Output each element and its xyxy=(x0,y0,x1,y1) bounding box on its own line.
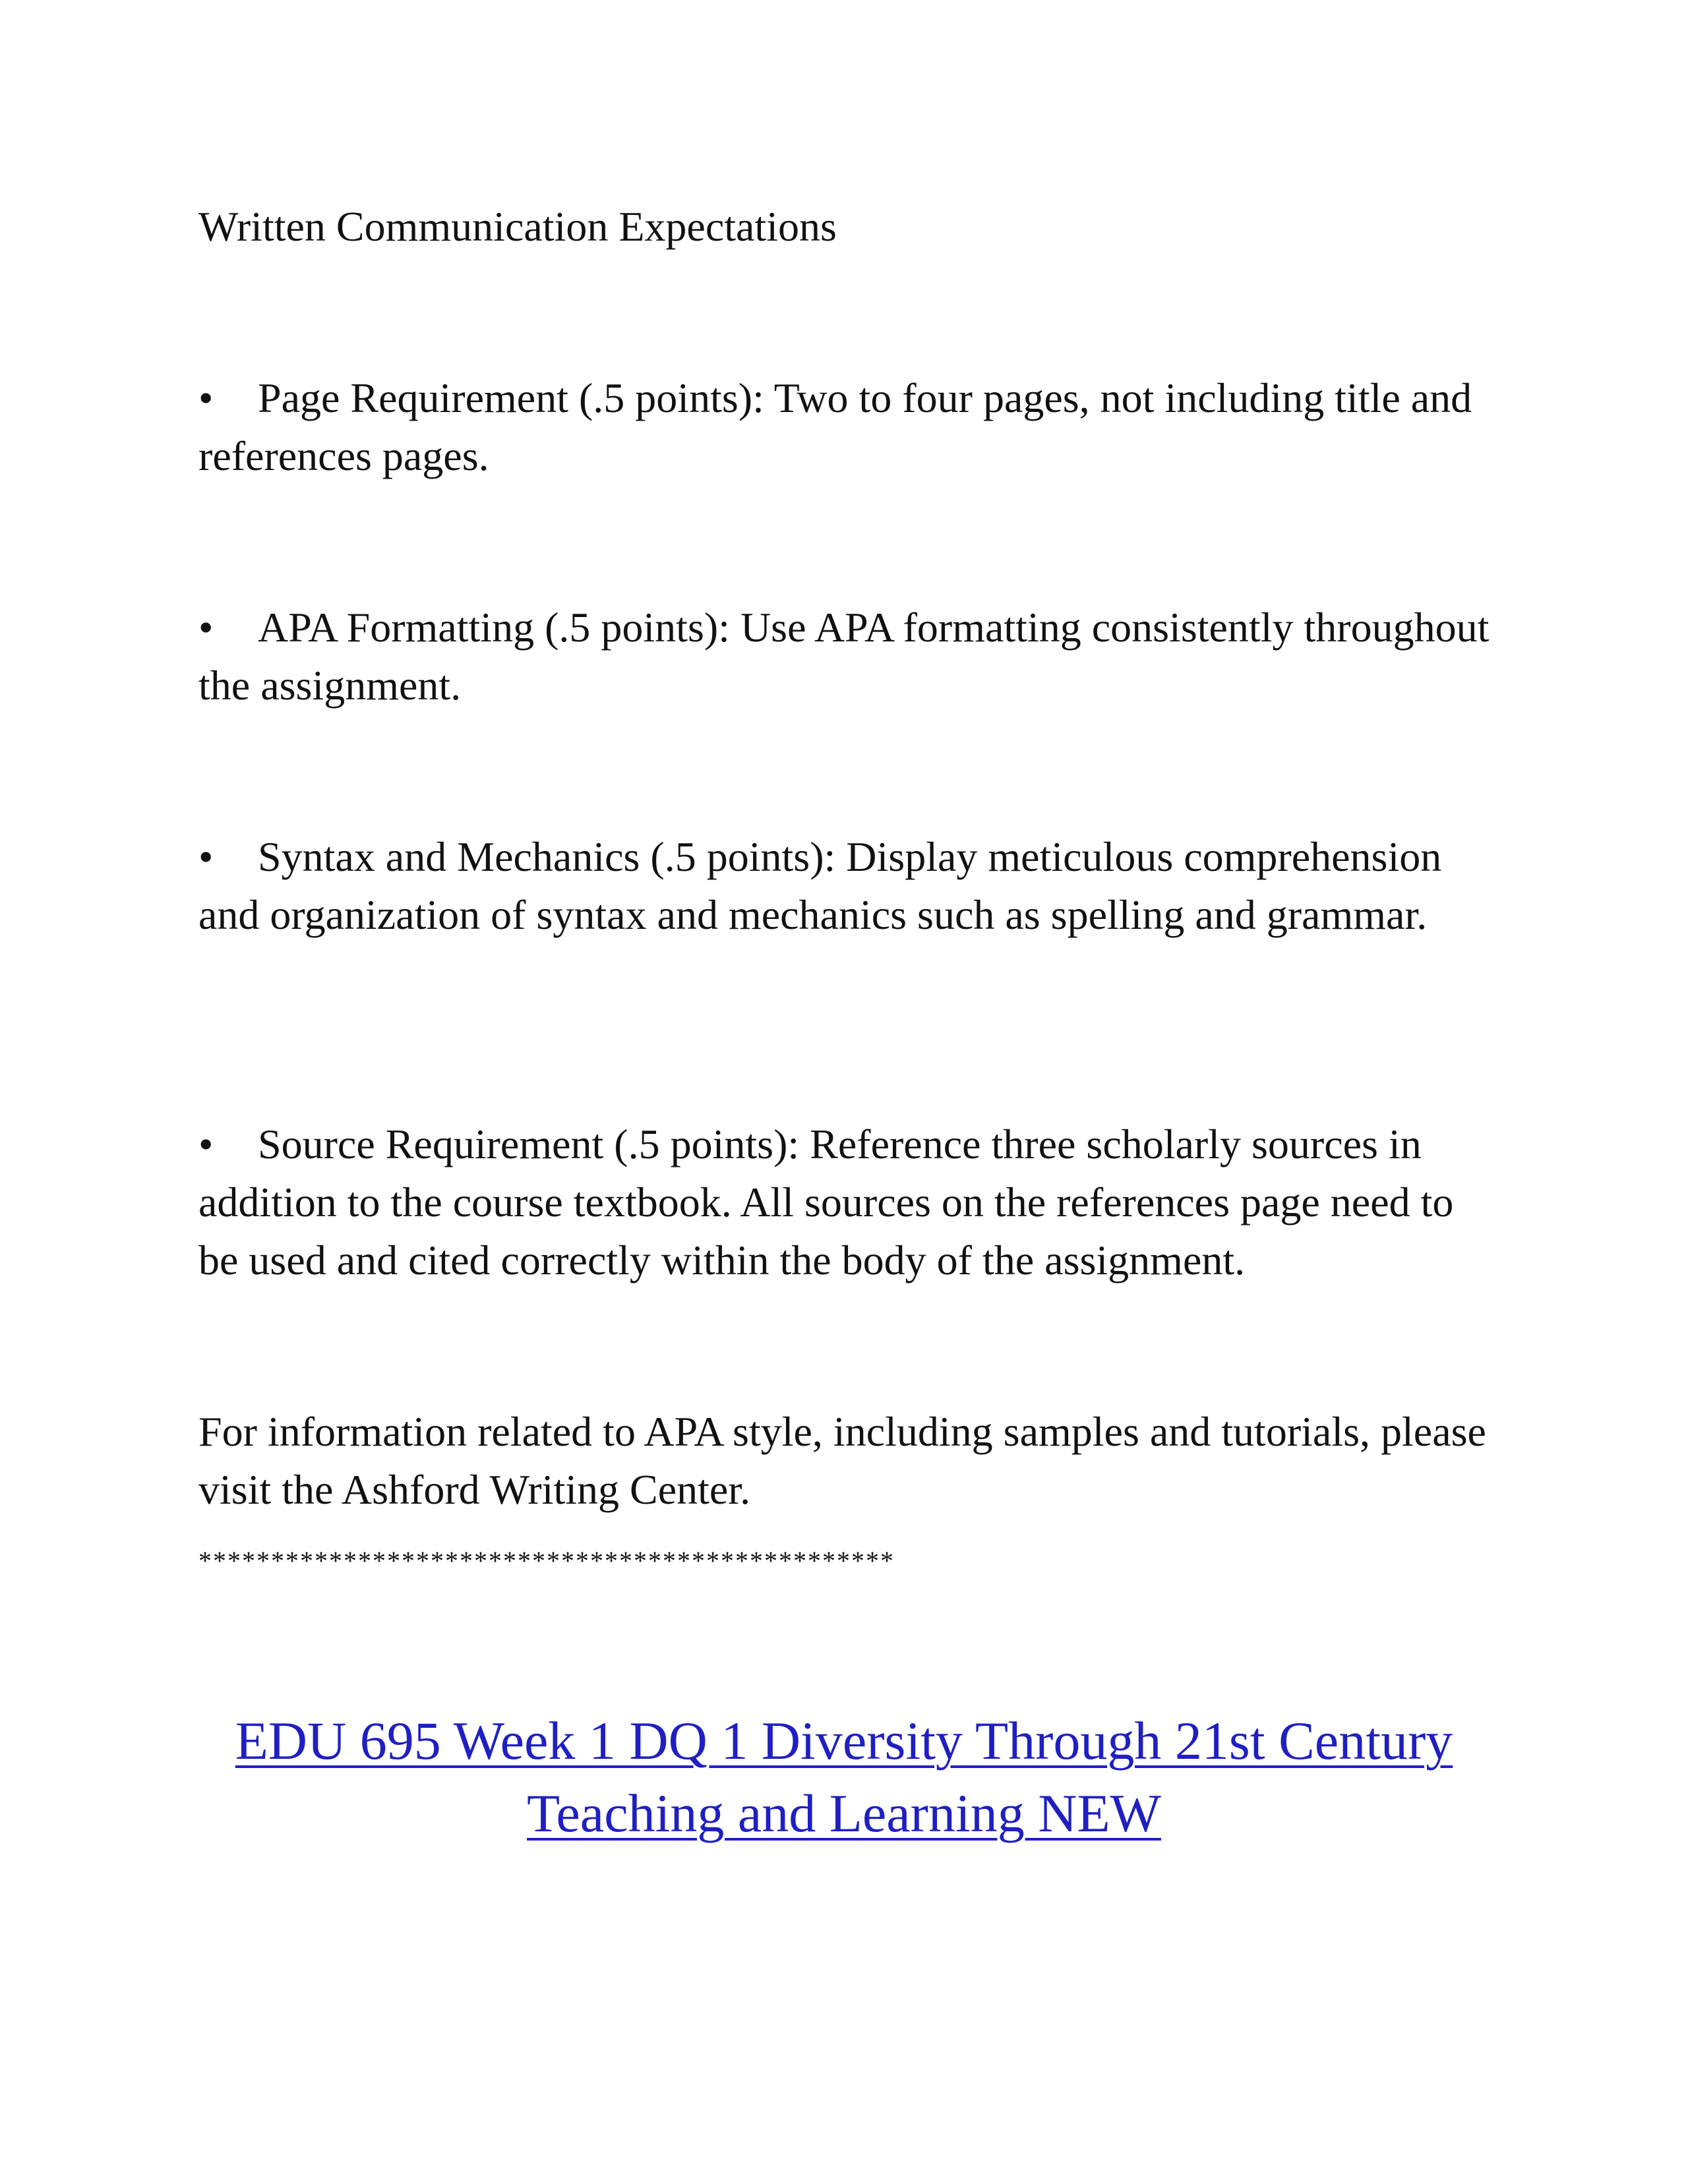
course-link[interactable]: EDU 695 Week 1 DQ 1 Diversity Through 21st Century Teaching and Learning NEW xyxy=(235,1711,1453,1843)
bullet-symbol: • xyxy=(198,374,214,421)
section-heading: Written Communication Expectations xyxy=(198,203,837,250)
bullet-text: APA Formatting (.5 points): Use APA formatting consistently throughout the assignment. xyxy=(198,604,1490,709)
apa-note-paragraph: For information related to APA style, including samples and tutorials, please visit the Ashford Writing Center. xyxy=(198,1408,1486,1513)
bullet-item-source-requirement xyxy=(198,1115,1491,1289)
bullet-text: Syntax and Mechanics (.5 points): Display meticulous comprehension and organization of syntax and mechanics such as spelling and grammar. xyxy=(198,833,1442,938)
bullet-symbol: • xyxy=(198,1121,214,1167)
bullet-symbol: • xyxy=(198,833,214,880)
bullet-item-page-requirement xyxy=(198,369,1491,485)
bullet-item-syntax-mechanics xyxy=(198,828,1491,944)
bullet-text: Page Requirement (.5 points): Two to four pages, not including title and references pages. xyxy=(198,374,1472,479)
bullet-text: Source Requirement (.5 points): Reference three scholarly sources in addition to the course textbook. All sources on the references page need to be used and cited correctly within the body of the assignment. xyxy=(198,1121,1454,1284)
bullet-item-apa-formatting xyxy=(198,599,1491,715)
bullet-symbol: • xyxy=(198,604,214,651)
asterisk-separator: ************************************************ xyxy=(198,1546,895,1576)
